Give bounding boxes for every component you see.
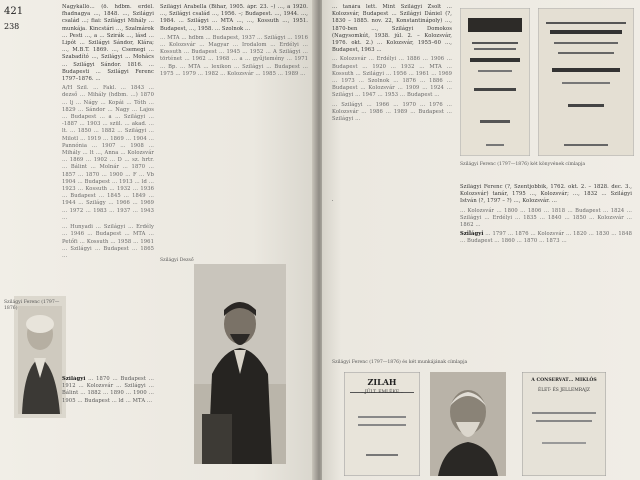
title-page-3-text bbox=[332, 200, 333, 201]
portrait-photo bbox=[194, 264, 286, 464]
left-page bbox=[0, 0, 316, 480]
caption-portrait-mid: Szilágyi Dezső bbox=[160, 258, 194, 263]
book-cover-zilah bbox=[344, 372, 420, 476]
column-1-text: Nagykálló… (ö. hdbm. erdél. fhadnagya …, 1848. …, Szilágyi család …; fiai: Szilágyi Mihály … munkája. Kincstári …, Szalmárok … Pesti …, a … Szirák …, lásd … Lipót … Szilágyi Sándor, Klára; …, M.B.T. 1869. …, Csemegi … Szabadító …, Szilágyi … Mohács … Szilágyi Sándor. 1816. … Budapesti … Szilágyi Ferenc 1797–1876. … bbox=[62, 4, 154, 83]
page-number-bottom: 238 bbox=[4, 22, 20, 31]
book-cover-conservat-subtitle: ÉLET- ÉS JELLEMRAJZ bbox=[538, 388, 590, 393]
right-column-1-text: … tanára lett. Mint Szilágyi Zsolt … Kolozsvár, Budapest … Szilágyi Dániel (?, 1830 – 1885. nov. 22, Konstantinápoly) …, 1870-ben …, Szilágyi Domokos (Nagysomkút, 1938. júl. 2. – Kolozsvár, 1976. okt. 2.) … Kolozsvár, 1955–60 …, Budapest, 1963 … bbox=[332, 4, 452, 54]
right-column-2-text: Szilágyi Ferenc (?, Szentjobbik, 1762. okt. 2. – 1828. dec. 3., Kolozsvár) tanár, 1795 …, Kolozsvár; …, 1832 … Szilágyi István (?, 1797 – ?) …, Kolozsvár. … bbox=[460, 184, 632, 205]
caption-title-pages: Szilágyi Ferenc (1797—1876) két könyvének címlapja bbox=[460, 162, 586, 167]
book-cover-zilah-title: ZILAH bbox=[367, 377, 397, 387]
portrait-engraving bbox=[14, 296, 66, 418]
portrait-elder bbox=[430, 372, 506, 476]
right-text-column-1: … tanára lett. Mint Szilágyi Zsolt … Kolozsvár, Budapest … Szilágyi Dániel (?, 1830 – 1885. nov. 22, Konstantinápoly) …, 1870-ben …, Szilágyi Domokos (Nagysomkút, 1938. júl. 2. – Kolozsvár, 1976. okt. 2.) … Kolozsvár, 1955–60 …, Budapest, 1963 … … Kolozsvár … Erdélyi … 1886 … 1906 … Budapest … 1920 … 1932 … MTA … Kossuth … Szilágyi … 1956 … 1961 … 1969 … 1973 … Szolnok … 1876 … 1886 … Budapest … Kolozsvár … 1909 … 1924 … Szilágyi … 1947 … 1953 … Budapest … … Szilágyi … 1966 … 1970 … 1976 … Kolozsvár … 1986 … 1989 … Budapest … Szilágyi … bbox=[332, 4, 452, 123]
text-column-1-lower: Szilágyi … 1870 … Budapest … 1912 … Kolozsvár … Szilágyi … Bálint … 1882 … 1890 … 1900 … 1905 … Budapest … ld … MTA … bbox=[62, 376, 154, 404]
book-cover-zilah-subtitle: …JÜLT. EMLÉKE… bbox=[360, 390, 404, 395]
page-number-top: 421 bbox=[4, 6, 24, 17]
title-page-1 bbox=[460, 8, 530, 156]
right-page bbox=[322, 0, 640, 480]
text-column-2: Szilágyi Arabella (Bihar, 1905. ápr. 23. –) …, a 1920. ..., Szilágyi család …, 1956. –; Budapest. …, 1944. …, 1984. … Szilágyi … MTA …, …, Kossuth …, 1951. Budapest, …, 1958. … Szolnok … … MTA … hdbm … Budapest, 1937 … Szilágyi … 1916 … Kolozsvár … Magyar … Irodalom … Erdélyi … Kossuth … Budapest … 1945 … 1952 … A Szilágyi … történet … 1962 … 1968 … a … gyűjtemény … 1971 … Bp. … MTA … lexikon … Szilágyi … Budapest … 1975 … 1979 … 1982 … Kolozsvár … 1985 … 1989 … bbox=[160, 4, 308, 77]
right-text-column-2: Szilágyi Ferenc (?, Szentjobbik, 1762. okt. 2. – 1828. dec. 3., Kolozsvár) tanár, 1795 …, Kolozsvár; …, 1832 … Szilágyi István (?, 1797 – ?) …, Kolozsvár. … … Kolozsvár … 1800 … 1806 … 1818 … Budapest … 1824 … Szilágyi … Erdélyi … 1835 … 1840 … 1850 … Kolozsvár … 1862 … Szilágyi … 1797 … 1876 … Kolozsvár … 1820 … 1830 … 1848 … Budapest … 1860 … 1870 … 1873 … bbox=[460, 184, 632, 245]
text-column-1: Nagykálló… (ö. hdbm. erdél. fhadnagya …, 1848. …, Szilágyi család …; fiai: Szilágyi Mihály … munkája. Kincstári …, Szalmárok … Pesti …, a … Szirák …, lásd … Lipót … Szilágyi Sándor, Klára; …, M.B.T. 1869. …, Csemegi … Szabadító …, Szilágyi … Mohács … Szilágyi Sándor. 1816. … Budapesti … Szilágyi Ferenc 1797–1876. … A/H Szil. … Fakl. … 1843 … dezső … Mihály (hdbm. …) 1870 … lj … Nágy … Kopái … Tóth … 1829 … Sándor … Nagy … Lajos … Budapest … a … Szilágyi … -1887 … 1903 … szül. … akad. … lt. … 1850 … 1882 … Szilágyi … Milotl … 1919 … 1869 … 1904 … Pannónia … 1907 … 1908 … Mihály … lt …, Anna … Kolozsvár … 1869 … 1902 … D … sz. hrtr. … Bálint … Molnár … 1870 … 1857 … 1870 … 1900 … F … Vb 1904 … Budapest … 1913 … ld … 1923 … Kossuth … 1932 … 1936 … Budapest … 1845 … 1849 … 1944 … Szilágy … 1966 … 1969 … 1972 … 1983 … 1937 … 1943 … … Hunyadi … Szilágyi … Erdély … 1946 … Budapest … MTA … Petőfi … Kossuth … 1958 … 1961 … Szilágyi … Budapest … 1865 … bbox=[62, 4, 154, 259]
caption-portrait-left: Szilágyi Ferenc (1797—1876) bbox=[4, 300, 60, 311]
book-cover-conservat-title: A CONSERVAT… MIKLÓS bbox=[531, 378, 597, 383]
caption-bottom-row: Szilágyi Ferenc (1797—1876) és két munkájának címlapja bbox=[332, 360, 468, 365]
title-page-2 bbox=[538, 8, 634, 156]
column-2-text: Szilágyi Arabella (Bihar, 1905. ápr. 23. –) …, a 1920. ..., Szilágyi család …, 1956. –; Budapest. …, 1944. …, 1984. … Szilágyi … MTA …, …, Kossuth …, 1951. Budapest, …, 1958. … Szolnok … bbox=[160, 4, 308, 32]
